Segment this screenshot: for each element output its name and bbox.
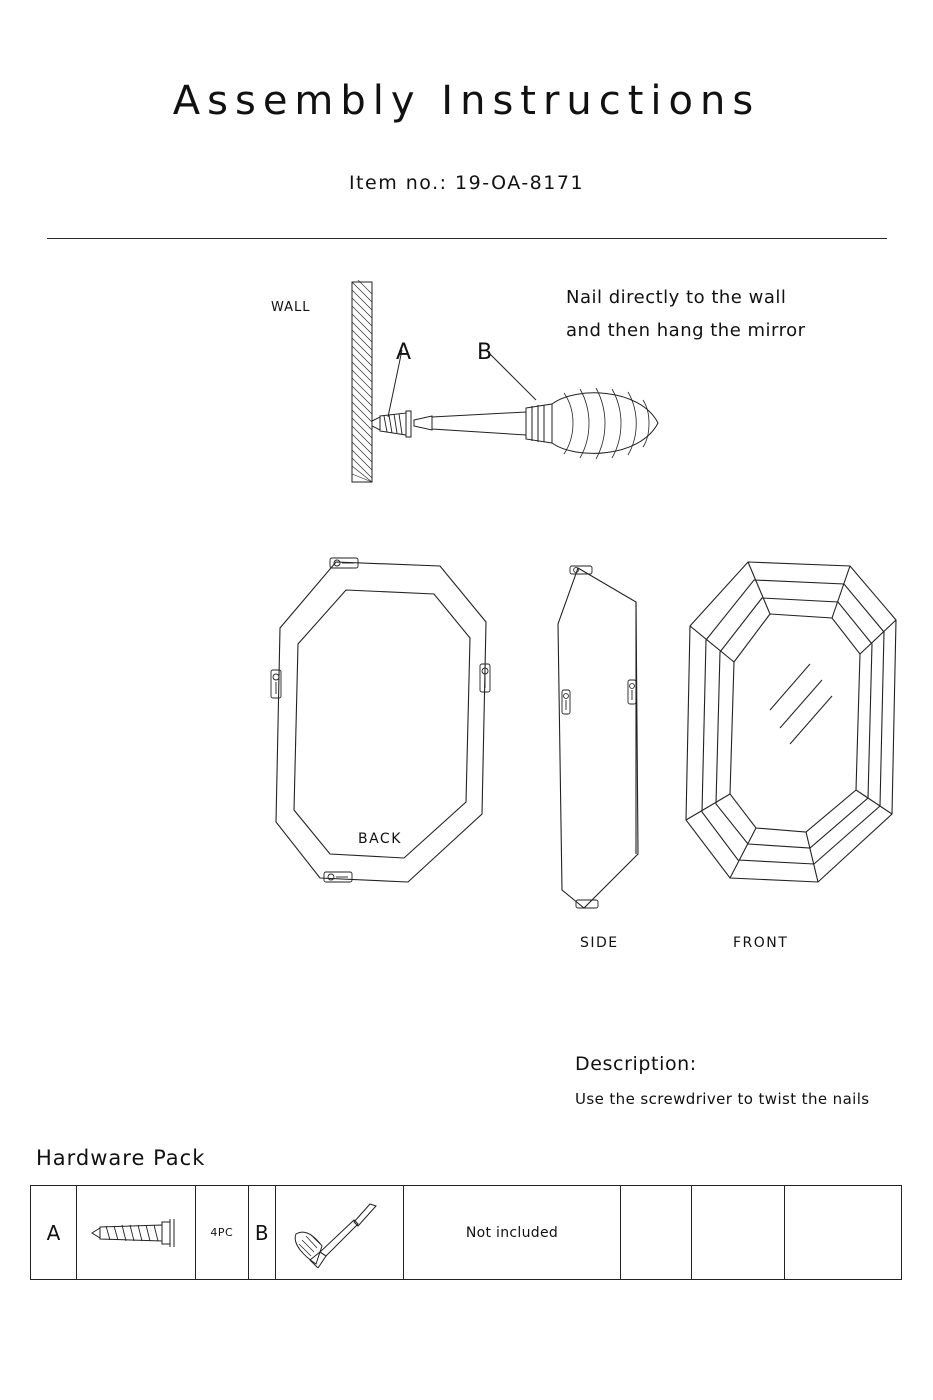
wall-label: WALL [271,300,311,315]
hardware-pack-heading: Hardware Pack [36,1146,206,1170]
hardware-row-a-qty-cell [196,1186,249,1279]
hardware-empty-cell-2 [692,1186,785,1279]
description-heading: Description: [575,1053,697,1075]
hardware-row-a-letter-cell [31,1186,77,1279]
hardware-qty-b: Not included [465,1224,559,1241]
mirror-front-view [670,552,920,912]
mirror-back-view [258,552,518,912]
hardware-letter-a: A [46,1220,61,1245]
hardware-empty-cell-1 [621,1186,692,1279]
hardware-row-b-qty-cell [404,1186,622,1279]
install-note-line-1: Nail directly to the wall [566,287,787,308]
hardware-qty-a: 4PC [210,1226,234,1239]
side-view-label: SIDE [580,935,619,951]
callout-b-label: B [477,340,493,365]
callout-a-label: A [396,340,412,365]
screw-icon [86,1213,186,1253]
item-number: Item no.: 19-OA-8171 [348,172,585,194]
description-text: Use the screwdriver to twist the nails [575,1090,870,1108]
install-note-line-2: and then hang the mirror [566,320,806,341]
header-divider [47,238,887,239]
page-title: Assembly Instructions [172,78,761,124]
wall-nail-diagram [340,280,700,500]
front-view-label: FRONT [733,935,789,951]
hardware-row-a-part-cell [77,1186,196,1279]
mirror-side-view [540,560,660,920]
back-view-label: BACK [358,831,402,847]
hardware-empty-cell-3 [785,1186,901,1279]
screwdriver-icon [284,1198,394,1268]
hardware-row-b-letter-cell [249,1186,276,1279]
hardware-row-b-part-cell [276,1186,404,1279]
hardware-pack-table [30,1185,902,1280]
hardware-letter-b: B [254,1220,269,1245]
